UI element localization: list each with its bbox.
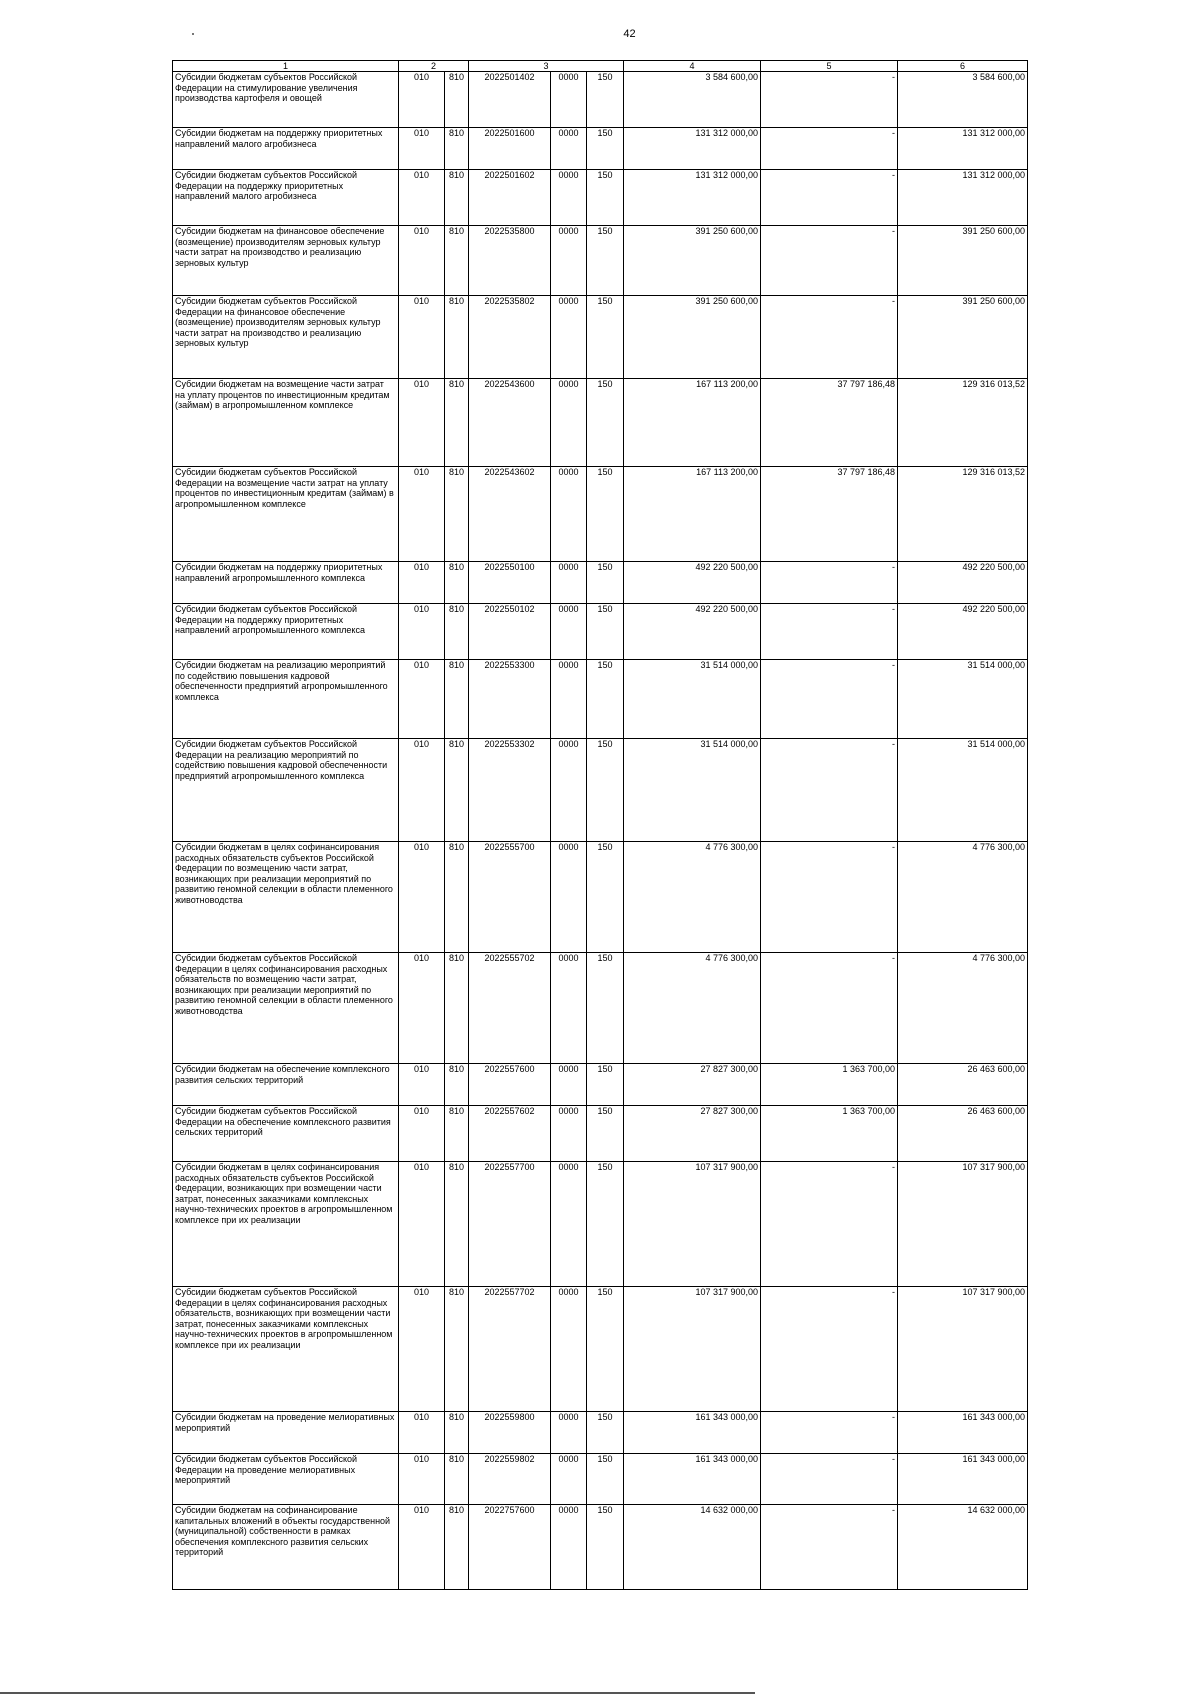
row-code-admin: 810 [445,379,469,467]
row-budget-code: 2022501402 [469,72,551,128]
row-code-admin: 810 [445,1505,469,1590]
row-value-col5: - [761,1162,898,1287]
row-value-col4: 492 220 500,00 [624,604,761,660]
row-code-admin: 810 [445,1162,469,1287]
row-code-chapter: 010 [399,379,445,467]
row-value-col5: - [761,1505,898,1590]
table-row [173,296,1028,379]
row-value-col5: 1 363 700,00 [761,1064,898,1106]
row-value-col5: - [761,739,898,842]
row-budget-code: 2022501600 [469,128,551,170]
row-description: Субсидии бюджетам субъектов Российской Федерации на реализацию мероприятий по содействию повышения кадровой обеспеченности предприятий агропромышленного комплекса [173,739,399,842]
row-code-sub: 0000 [551,226,587,296]
row-code-chapter: 010 [399,170,445,226]
row-code-chapter: 010 [399,842,445,953]
row-code-kind: 150 [587,604,624,660]
row-code-kind: 150 [587,1412,624,1454]
row-description: Субсидии бюджетам на поддержку приоритетных направлений малого агробизнеса [173,128,399,170]
row-description: Субсидии бюджетам субъектов Российской Федерации на возмещение части затрат на уплату процентов по инвестиционным кредитам (займам) в агропромышленном комплексе [173,467,399,562]
row-budget-code: 2022535802 [469,296,551,379]
row-budget-code: 2022550102 [469,604,551,660]
row-budget-code: 2022557700 [469,1162,551,1287]
row-code-kind: 150 [587,1505,624,1590]
row-value-col6: 131 312 000,00 [898,170,1028,226]
column-header: 3 [469,61,624,72]
row-code-kind: 150 [587,660,624,739]
row-value-col5: - [761,1454,898,1505]
row-description: Субсидии бюджетам на поддержку приоритетных направлений агропромышленного комплекса [173,562,399,604]
row-code-admin: 810 [445,296,469,379]
scan-edge-line [0,1692,755,1694]
row-value-col6: 31 514 000,00 [898,660,1028,739]
row-value-col6: 107 317 900,00 [898,1162,1028,1287]
row-budget-code: 2022555702 [469,953,551,1064]
table-row [173,128,1028,170]
row-description: Субсидии бюджетам субъектов Российской Федерации на стимулирование увеличения производства картофеля и овощей [173,72,399,128]
row-code-chapter: 010 [399,296,445,379]
row-code-chapter: 010 [399,1505,445,1590]
row-code-sub: 0000 [551,739,587,842]
row-budget-code: 2022543600 [469,379,551,467]
row-code-admin: 810 [445,1412,469,1454]
row-value-col4: 391 250 600,00 [624,226,761,296]
row-value-col5: - [761,226,898,296]
row-budget-code: 2022555700 [469,842,551,953]
table-row [173,562,1028,604]
table-row [173,72,1028,128]
row-value-col5: - [761,604,898,660]
row-code-chapter: 010 [399,1454,445,1505]
row-code-sub: 0000 [551,1412,587,1454]
row-code-admin: 810 [445,1106,469,1162]
table-row [173,604,1028,660]
row-budget-code: 2022553300 [469,660,551,739]
row-code-sub: 0000 [551,953,587,1064]
row-code-chapter: 010 [399,1412,445,1454]
row-code-kind: 150 [587,1454,624,1505]
row-code-chapter: 010 [399,1162,445,1287]
table-row [173,1505,1028,1590]
row-code-kind: 150 [587,170,624,226]
row-value-col5: - [761,170,898,226]
row-description: Субсидии бюджетам на обеспечение комплексного развития сельских территорий [173,1064,399,1106]
row-value-col4: 27 827 300,00 [624,1064,761,1106]
row-description: Субсидии бюджетам на финансовое обеспечение (возмещение) производителям зерновых культур части затрат на производство и реализацию зерновых культур [173,226,399,296]
row-code-admin: 810 [445,226,469,296]
row-code-admin: 810 [445,467,469,562]
row-description: Субсидии бюджетам в целях софинансирования расходных обязательств субъектов Российской Федерации по возмещению части затрат, возникающих при реализации мероприятий по развитию геномной селекции в области племенного животноводства [173,842,399,953]
row-code-kind: 150 [587,72,624,128]
row-code-chapter: 010 [399,128,445,170]
row-value-col6: 4 776 300,00 [898,953,1028,1064]
column-header: 2 [399,61,469,72]
column-number-row [173,61,1028,72]
row-code-sub: 0000 [551,128,587,170]
row-code-chapter: 010 [399,72,445,128]
row-value-col5: - [761,562,898,604]
row-value-col4: 107 317 900,00 [624,1162,761,1287]
row-description: Субсидии бюджетам на проведение мелиоративных мероприятий [173,1412,399,1454]
row-value-col4: 161 343 000,00 [624,1454,761,1505]
table-row [173,739,1028,842]
row-value-col4: 27 827 300,00 [624,1106,761,1162]
row-code-kind: 150 [587,1106,624,1162]
row-code-kind: 150 [587,467,624,562]
row-value-col4: 492 220 500,00 [624,562,761,604]
row-value-col4: 131 312 000,00 [624,128,761,170]
row-value-col6: 129 316 013,52 [898,467,1028,562]
page-number: 42 [623,28,636,40]
table-row [173,170,1028,226]
row-budget-code: 2022559802 [469,1454,551,1505]
row-value-col5: - [761,128,898,170]
row-value-col5: - [761,660,898,739]
row-code-sub: 0000 [551,562,587,604]
row-budget-code: 2022557600 [469,1064,551,1106]
table-row [173,1162,1028,1287]
row-code-kind: 150 [587,1064,624,1106]
row-code-admin: 810 [445,562,469,604]
row-code-sub: 0000 [551,1505,587,1590]
table-row [173,660,1028,739]
row-value-col5: - [761,953,898,1064]
row-description: Субсидии бюджетам на софинансирование капитальных вложений в объекты государственной (муниципальной) собственности в рамках обеспечения комплексного развития сельских территорий [173,1505,399,1590]
row-value-col4: 107 317 900,00 [624,1287,761,1412]
row-value-col6: 492 220 500,00 [898,562,1028,604]
row-value-col6: 161 343 000,00 [898,1454,1028,1505]
row-budget-code: 2022557702 [469,1287,551,1412]
row-budget-code: 2022559800 [469,1412,551,1454]
row-value-col4: 31 514 000,00 [624,660,761,739]
table-row [173,226,1028,296]
row-budget-code: 2022557602 [469,1106,551,1162]
row-value-col4: 4 776 300,00 [624,953,761,1064]
row-value-col6: 26 463 600,00 [898,1106,1028,1162]
row-code-sub: 0000 [551,296,587,379]
row-code-admin: 810 [445,72,469,128]
row-code-sub: 0000 [551,379,587,467]
row-value-col6: 129 316 013,52 [898,379,1028,467]
row-code-admin: 810 [445,1287,469,1412]
row-code-chapter: 010 [399,1106,445,1162]
row-value-col6: 26 463 600,00 [898,1064,1028,1106]
row-value-col4: 167 113 200,00 [624,467,761,562]
row-code-sub: 0000 [551,1287,587,1412]
row-code-admin: 810 [445,1064,469,1106]
row-description: Субсидии бюджетам на реализацию мероприятий по содействию повышения кадровой обеспеченности предприятий агропромышленного комплекса [173,660,399,739]
table-row [173,379,1028,467]
row-code-sub: 0000 [551,1106,587,1162]
row-value-col4: 131 312 000,00 [624,170,761,226]
row-budget-code: 2022501602 [469,170,551,226]
row-description: Субсидии бюджетам субъектов Российской Федерации на проведение мелиоративных мероприятий [173,1454,399,1505]
row-value-col5: 37 797 186,48 [761,467,898,562]
row-value-col6: 4 776 300,00 [898,842,1028,953]
row-value-col4: 167 113 200,00 [624,379,761,467]
row-value-col4: 3 584 600,00 [624,72,761,128]
row-value-col4: 14 632 000,00 [624,1505,761,1590]
row-value-col6: 391 250 600,00 [898,226,1028,296]
row-code-sub: 0000 [551,170,587,226]
table-row [173,1412,1028,1454]
row-value-col4: 31 514 000,00 [624,739,761,842]
row-budget-code: 2022550100 [469,562,551,604]
table-row [173,1287,1028,1412]
row-code-sub: 0000 [551,842,587,953]
row-description: Субсидии бюджетам в целях софинансирования расходных обязательств субъектов Российской Федерации, возникающих при возмещении части затрат, понесенных заказчиками комплексных научно-технических проектов в агропромышленном комплексе при их реализации [173,1162,399,1287]
row-value-col6: 391 250 600,00 [898,296,1028,379]
row-value-col4: 4 776 300,00 [624,842,761,953]
row-description: Субсидии бюджетам субъектов Российской Федерации на поддержку приоритетных направлений агропромышленного комплекса [173,604,399,660]
row-code-kind: 150 [587,226,624,296]
row-value-col5: - [761,296,898,379]
row-code-chapter: 010 [399,467,445,562]
column-header: 5 [761,61,898,72]
row-code-admin: 810 [445,1454,469,1505]
row-code-kind: 150 [587,842,624,953]
row-value-col6: 31 514 000,00 [898,739,1028,842]
row-code-sub: 0000 [551,467,587,562]
row-description: Субсидии бюджетам субъектов Российской Федерации на обеспечение комплексного развития сельских территорий [173,1106,399,1162]
table-row [173,1106,1028,1162]
row-value-col6: 492 220 500,00 [898,604,1028,660]
row-value-col5: - [761,1287,898,1412]
row-value-col6: 161 343 000,00 [898,1412,1028,1454]
row-budget-code: 2022535800 [469,226,551,296]
row-code-kind: 150 [587,739,624,842]
row-code-kind: 150 [587,953,624,1064]
row-code-sub: 0000 [551,1454,587,1505]
row-code-kind: 150 [587,1287,624,1412]
row-code-admin: 810 [445,170,469,226]
row-code-admin: 810 [445,739,469,842]
row-description: Субсидии бюджетам субъектов Российской Федерации в целях софинансирования расходных обязательств по возмещению части затрат, возникающих при реализации мероприятий по развитию геномной селекции в области племенного животноводства [173,953,399,1064]
row-code-admin: 810 [445,604,469,660]
row-code-chapter: 010 [399,604,445,660]
row-value-col4: 391 250 600,00 [624,296,761,379]
row-code-kind: 150 [587,562,624,604]
table-body [173,72,1028,1590]
row-code-chapter: 010 [399,739,445,842]
table-row [173,1454,1028,1505]
row-value-col5: 1 363 700,00 [761,1106,898,1162]
column-header: 1 [173,61,399,72]
row-budget-code: 2022553302 [469,739,551,842]
row-code-kind: 150 [587,296,624,379]
row-value-col6: 3 584 600,00 [898,72,1028,128]
row-value-col5: - [761,842,898,953]
table-row [173,1064,1028,1106]
row-description: Субсидии бюджетам субъектов Российской Федерации в целях софинансирования расходных обязательств, возникающих при возмещении части затрат, понесенных заказчиками комплексных научно-технических проектов в агропромышленном комплексе при их реализации [173,1287,399,1412]
row-value-col4: 161 343 000,00 [624,1412,761,1454]
row-code-sub: 0000 [551,1162,587,1287]
column-header: 6 [898,61,1028,72]
row-code-admin: 810 [445,842,469,953]
row-code-chapter: 010 [399,1064,445,1106]
row-code-kind: 150 [587,1162,624,1287]
row-code-sub: 0000 [551,604,587,660]
row-code-chapter: 010 [399,226,445,296]
row-code-kind: 150 [587,379,624,467]
row-code-chapter: 010 [399,660,445,739]
row-code-kind: 150 [587,128,624,170]
row-description: Субсидии бюджетам на возмещение части затрат на уплату процентов по инвестиционным кредитам (займам) в агропромышленном комплексе [173,379,399,467]
row-value-col6: 14 632 000,00 [898,1505,1028,1590]
table-row [173,842,1028,953]
column-header: 4 [624,61,761,72]
row-code-sub: 0000 [551,660,587,739]
row-code-chapter: 010 [399,1287,445,1412]
scan-speck [192,33,194,35]
table-row [173,953,1028,1064]
row-value-col5: - [761,72,898,128]
row-code-sub: 0000 [551,72,587,128]
row-code-chapter: 010 [399,953,445,1064]
row-description: Субсидии бюджетам субъектов Российской Федерации на финансовое обеспечение (возмещение) производителям зерновых культур части затрат на производство и реализацию зерновых культур [173,296,399,379]
row-value-col6: 107 317 900,00 [898,1287,1028,1412]
table-row [173,467,1028,562]
row-code-admin: 810 [445,128,469,170]
row-code-chapter: 010 [399,562,445,604]
row-description: Субсидии бюджетам субъектов Российской Федерации на поддержку приоритетных направлений малого агробизнеса [173,170,399,226]
budget-table [172,60,1028,1590]
row-value-col5: - [761,1412,898,1454]
row-code-admin: 810 [445,660,469,739]
row-code-sub: 0000 [551,1064,587,1106]
row-budget-code: 2022543602 [469,467,551,562]
row-value-col5: 37 797 186,48 [761,379,898,467]
row-budget-code: 2022757600 [469,1505,551,1590]
row-code-admin: 810 [445,953,469,1064]
row-value-col6: 131 312 000,00 [898,128,1028,170]
